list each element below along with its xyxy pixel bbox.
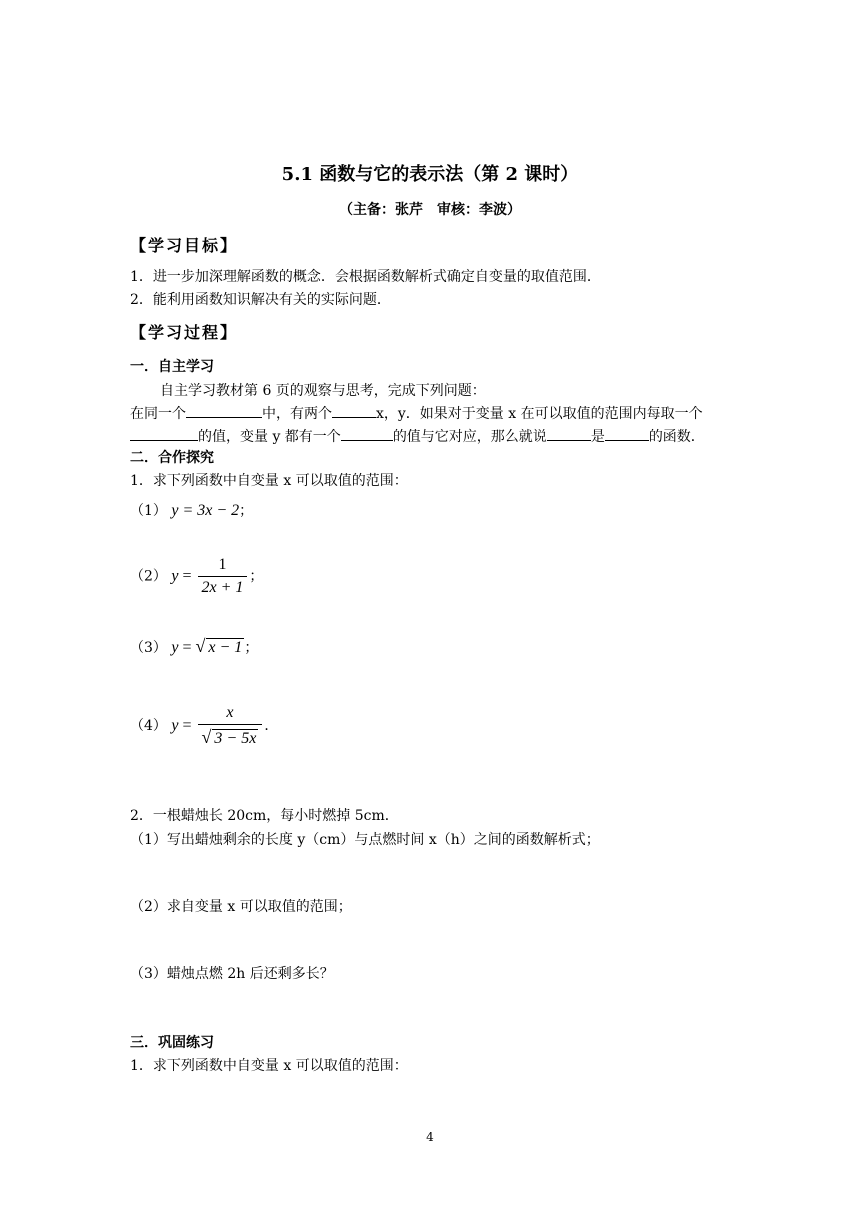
fraction: $\frac{x}{√ 3 - 5x}$ [198,704,263,748]
practice-question-1: 1．求下列函数中自变量 x 可以取值的范围： [130,1058,408,1074]
radical-sign: √ [201,727,212,747]
goals-heading: 【学习目标】 [130,236,239,255]
section-heading-cooperative: 二．合作探究 [130,450,214,466]
question-1: 1．求下列函数中自变量 x 可以取值的范围： [130,473,408,489]
answer-blank[interactable] [186,402,262,418]
author-line: （主备：张芹 审核：李波） [339,202,521,218]
formula: y = 3x − 2 [171,502,240,519]
answer-blank[interactable] [332,402,376,418]
page-title: 5.1 函数与它的表示法（第 2 课时） [281,164,579,185]
answer-blank[interactable] [341,425,393,441]
question-2-part: （3）蜡烛点燃 2h 后还剩多长？ [130,966,334,982]
radicand: x − 1 [208,639,243,656]
section-heading-practice: 三．巩固练习 [130,1035,214,1051]
math-item-1: （1） y = 3x − 2； [130,502,254,519]
math-item-3: （3） y = √ x − 1 ； [130,636,259,656]
section-heading-self-study: 一．自主学习 [130,359,214,375]
goal-item: 2．能利用函数知识解决有关的实际问题． [130,292,391,308]
math-item-4: （4） y = $\frac{x}{√ 3 - 5x}$ ． [130,704,279,747]
self-study-intro: 自主学习教材第 6 页的观察与思考，完成下列问题： [160,383,486,399]
goal-item: 1．进一步加深理解函数的概念．会根据函数解析式确定自变量的取值范围． [130,269,601,285]
question-2-part: （2）求自变量 x 可以取值的范围； [130,899,352,915]
question-2-part: （1）写出蜡烛剩余的长度 y（cm）与点燃时间 x（h）之间的函数解析式； [130,832,600,848]
answer-blank[interactable] [547,425,591,441]
page-number: 4 [426,1130,434,1144]
answer-blank[interactable] [130,425,198,441]
fraction: $\frac{1}{2x + 1}$ [198,556,248,597]
answer-blank[interactable] [605,425,649,441]
radicand: 3 − 5x [214,730,257,747]
math-item-2: （2） y = $\frac{1}{2x + 1}$ ； [130,556,264,596]
fill-in-line-2: 的值，变量 y 都有一个 的值与它对应，那么就说 是 的函数． [130,425,705,446]
process-heading: 【学习过程】 [130,323,239,342]
radical-sign: √ [195,636,206,656]
fill-in-line-1: 在同一个 中，有两个 x，y．如果对于变量 x 在可以取值的范围内每取一个 [130,402,703,423]
question-2: 2．一根蜡烛长 20cm，每小时燃掉 5cm． [130,808,399,824]
